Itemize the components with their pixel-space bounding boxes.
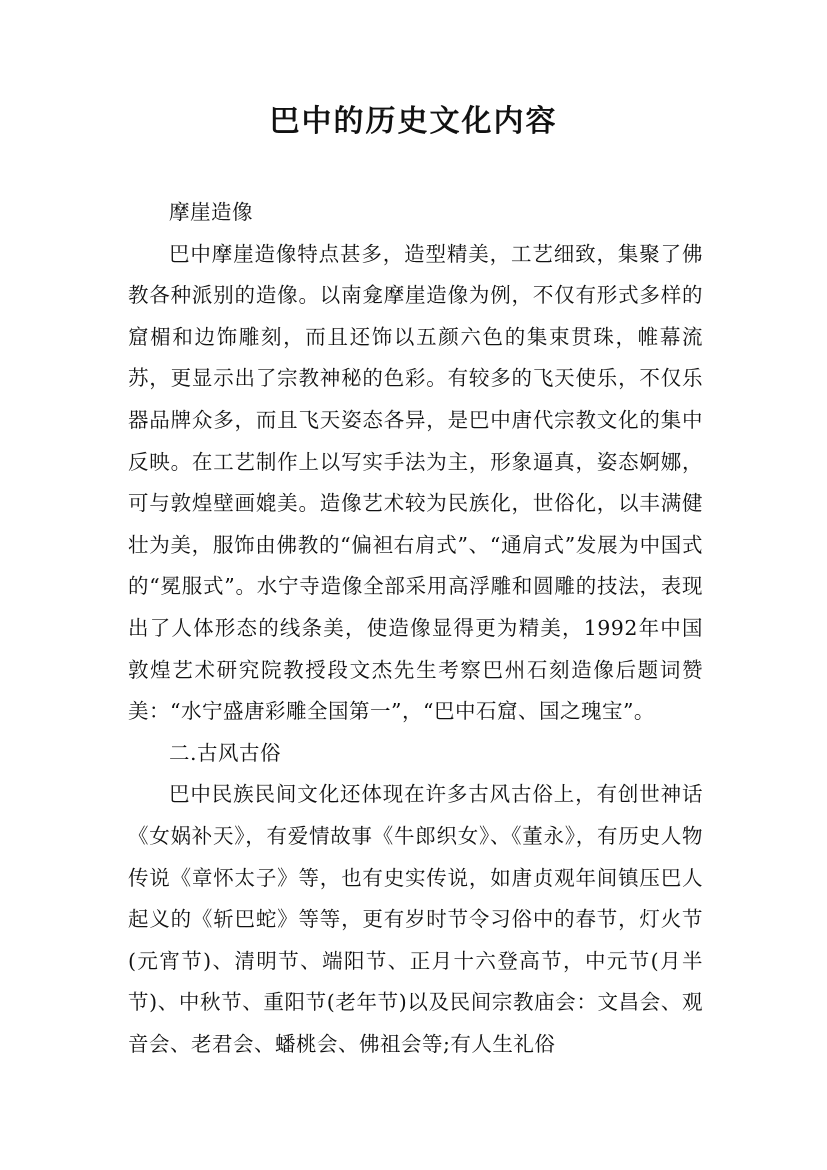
document-body bbox=[128, 192, 703, 1065]
section-heading-rock-carvings: 摩崖造像 bbox=[169, 200, 253, 224]
section-heading-customs: 二.古风古俗 bbox=[169, 740, 282, 765]
paragraph-rock-carvings: 巴中摩崖造像特点甚多，造型精美，工艺细致，集聚了佛教各种派别的造像。以南龛摩崖造像为例，不仅有形式多样的窟楣和边饰雕刻，而且还饰以五颜六色的集束贯珠，帷幕流苏，更显示出了宗教神秘的色彩。有较多的飞天使乐，不仅乐器品牌众多，而且飞天姿态各异，是巴中唐代宗教文化的集中反映。在工艺制作上以写实手法为主，形象逼真，姿态婀娜，可与敦煌壁画媲美。造像艺术较为民族化，世俗化，以丰满健壮为美，服饰由佛教的“偏袒右肩式”、“通肩式”发展为中国式的“冕服式”。水宁寺造像全部采用高浮雕和圆雕的技法，表现出了人体形态的线条美，使造像显得更为精美，1992年中国敦煌艺术研究院教授段文杰先生考察巴州石刻造像后题词赞美：“水宁盛唐彩雕全国第一”，“巴中石窟、国之瑰宝”。 bbox=[128, 241, 703, 724]
document-title: 巴中的历史文化内容 bbox=[269, 104, 558, 139]
paragraph-customs: 巴中民族民间文化还体现在许多古风古俗上，有创世神话《女娲补天》，有爱情故事《牛郎织女》、《董永》，有历史人物传说《章怀太子》等，也有史实传说，如唐贞观年间镇压巴人起义的《斩巴蛇》等等，更有岁时节令习俗中的春节，灯火节(元宵节)、清明节、端阳节、正月十六登高节，中元节(月半节)、中秋节、重阳节(老年节)以及民间宗教庙会：文昌会、观音会、老君会、蟠桃会、佛祖会等;有人生礼俗 bbox=[128, 782, 703, 1056]
